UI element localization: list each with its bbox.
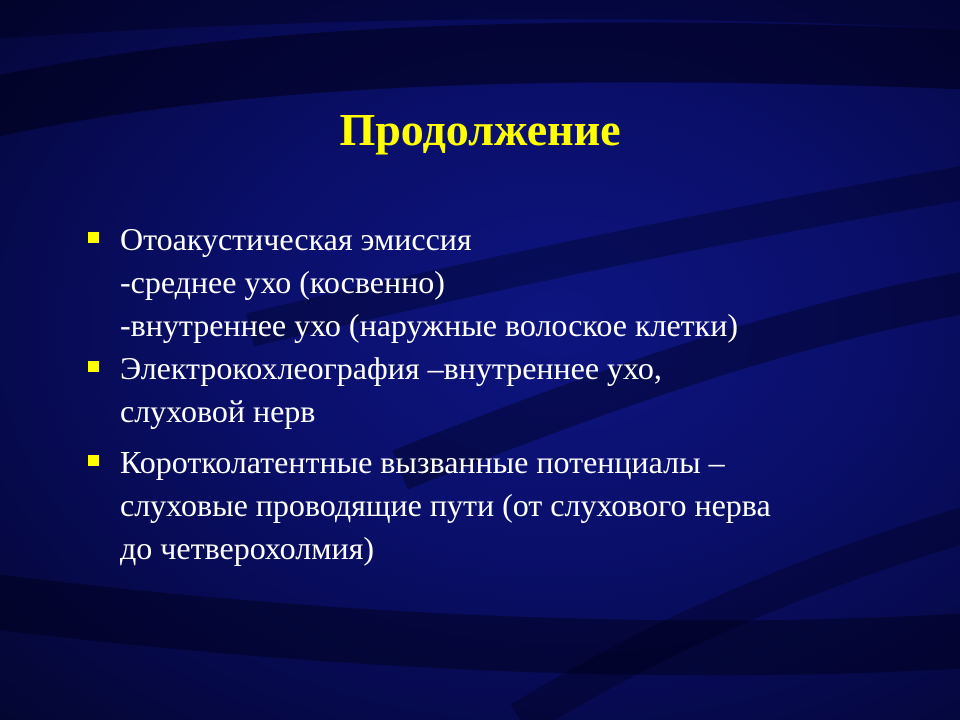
slide-title: Продолжение <box>339 104 621 155</box>
bullet-line: слуховой нерв <box>120 393 316 429</box>
square-bullet-icon <box>88 455 99 466</box>
bullet-line: до четверохолмия) <box>120 530 374 566</box>
sub-item-inner-ear: -внутреннее ухо (наружные волоское клетки) <box>120 307 738 343</box>
square-bullet-icon <box>88 232 99 243</box>
square-bullet-icon <box>88 361 99 372</box>
bullet-line: Коротколатентные вызванные потенциалы – <box>120 444 725 480</box>
bullet-text: Отоакустическая эмиссия <box>120 221 472 257</box>
sub-item-middle-ear: -среднее ухо (косвенно) <box>120 264 445 300</box>
bullet-item-evoked-potentials <box>84 441 904 570</box>
bullet-item-otoacoustic <box>84 218 904 261</box>
bullet-item-electrocochleography <box>84 347 904 433</box>
bullet-line: Электрокохлеография –внутреннее ухо, <box>120 350 662 386</box>
bullet-line: слуховые проводящие пути (от слухового нерва <box>120 487 771 523</box>
bullet-list <box>84 218 904 570</box>
